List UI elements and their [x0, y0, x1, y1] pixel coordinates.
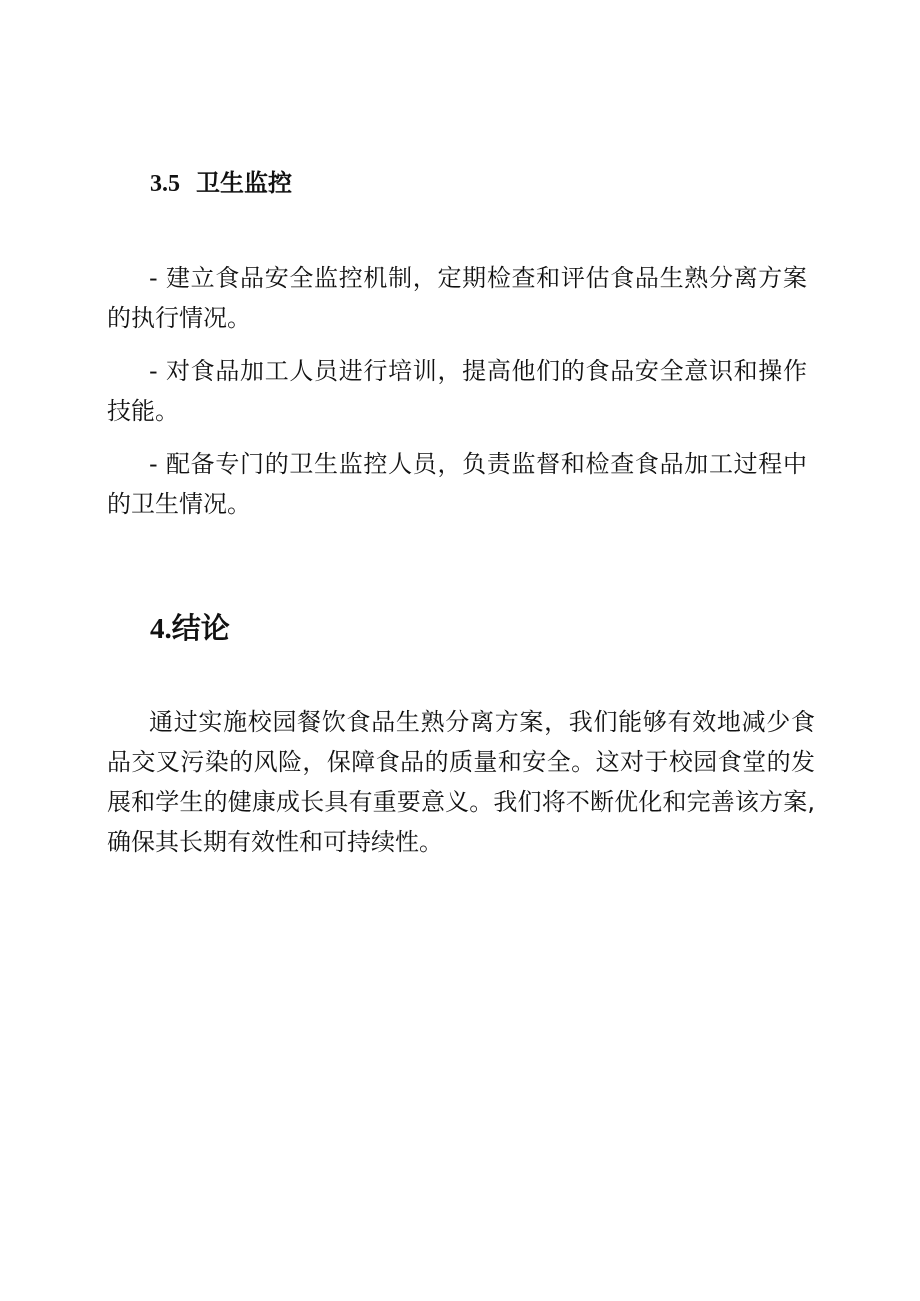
bullet-item: - 配备专门的卫生监控人员，负责监督和检查食品加工过程中的卫生情况。 — [107, 450, 807, 518]
section-number: 3.5 — [150, 171, 180, 197]
chapter-heading — [150, 608, 230, 649]
section-title: 卫生监控 — [196, 169, 292, 197]
chapter-number: 4. — [150, 613, 172, 645]
conclusion-paragraph: 通过实施校园餐饮食品生熟分离方案，我们能够有效地减少食品交叉污染的风险，保障食品的质量和安全。这对于校园食堂的发展和学生的健康成长具有重要意义。我们将不断优化和完善该方案,确保其长期有效性和可持续性。 — [107, 708, 815, 856]
bullet-item: - 对食品加工人员进行培训，提高他们的食品安全意识和操作技能。 — [107, 357, 807, 425]
section-heading — [150, 166, 292, 201]
bullet-list — [107, 258, 807, 537]
bullet-item: - 建立食品安全监控机制，定期检查和评估食品生熟分离方案的执行情况。 — [107, 264, 807, 332]
chapter-title: 结论 — [171, 611, 230, 645]
